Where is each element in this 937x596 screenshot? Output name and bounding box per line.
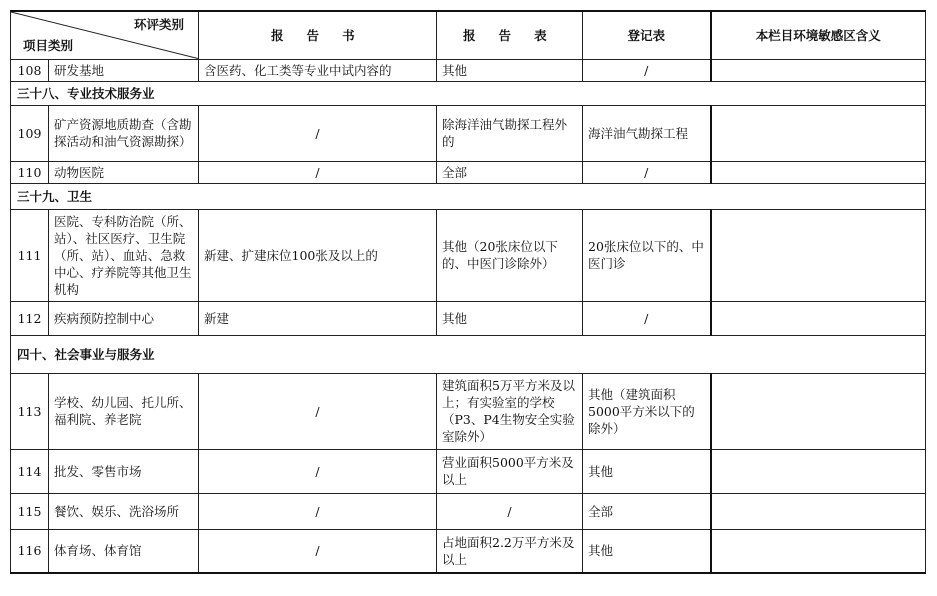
project-name: 餐饮、娱乐、洗浴场所 <box>49 493 199 529</box>
registration-cell: 20张床位以下的、中医门诊 <box>583 209 711 301</box>
registration-cell: 其他 <box>583 529 711 573</box>
table-row <box>11 161 926 183</box>
project-name: 批发、零售市场 <box>49 449 199 493</box>
section-row <box>11 335 926 373</box>
project-name: 疾病预防控制中心 <box>49 301 199 335</box>
report-book-cell: / <box>199 529 437 573</box>
row-number: 116 <box>11 529 49 573</box>
report-book-cell: 含医药、化工类等专业中试内容的 <box>199 59 437 81</box>
project-name: 动物医院 <box>49 161 199 183</box>
sensitive-area-cell <box>711 373 926 449</box>
table-row <box>11 493 926 529</box>
diagonal-header-cell <box>11 11 199 59</box>
table-row <box>11 373 926 449</box>
report-book-cell: / <box>199 161 437 183</box>
header-project-category: 项目类别 <box>23 37 74 53</box>
header-registration-form: 登记表 <box>583 11 711 59</box>
project-name: 矿产资源地质勘查（含勘探活动和油气资源勘探） <box>49 105 199 161</box>
eia-classification-table <box>10 10 926 574</box>
registration-cell: / <box>583 301 711 335</box>
registration-cell: 其他（建筑面积5000平方米以下的除外） <box>583 373 711 449</box>
row-number: 111 <box>11 209 49 301</box>
sensitive-area-cell <box>711 59 926 81</box>
report-form-cell: 营业面积5000平方米及以上 <box>437 449 583 493</box>
sensitive-area-cell <box>711 161 926 183</box>
sensitive-area-cell <box>711 301 926 335</box>
registration-cell: / <box>583 161 711 183</box>
section-title: 三十八、专业技术服务业 <box>11 81 926 105</box>
sensitive-area-cell <box>711 529 926 573</box>
section-title: 四十、社会事业与服务业 <box>11 335 926 373</box>
report-form-cell: / <box>437 493 583 529</box>
header-eia-category: 环评类别 <box>133 17 184 32</box>
row-number: 108 <box>11 59 49 81</box>
report-book-cell: 新建 <box>199 301 437 335</box>
section-title: 三十九、卫生 <box>11 183 926 209</box>
sensitive-area-cell <box>711 449 926 493</box>
registration-cell: 其他 <box>583 449 711 493</box>
report-book-cell: / <box>199 373 437 449</box>
report-book-cell: 新建、扩建床位100张及以上的 <box>199 209 437 301</box>
registration-cell: 海洋油气勘探工程 <box>583 105 711 161</box>
table-row <box>11 105 926 161</box>
header-report-form: 报 告 表 <box>437 11 583 59</box>
row-number: 115 <box>11 493 49 529</box>
report-book-cell: / <box>199 105 437 161</box>
sensitive-area-cell <box>711 209 926 301</box>
section-row <box>11 183 926 209</box>
project-name: 体育场、体育馆 <box>49 529 199 573</box>
table-row <box>11 529 926 573</box>
header-sensitive-area-meaning: 本栏目环境敏感区含义 <box>711 11 926 59</box>
header-report-book: 报 告 书 <box>199 11 437 59</box>
report-form-cell: 其他 <box>437 59 583 81</box>
report-form-cell: 全部 <box>437 161 583 183</box>
row-number: 114 <box>11 449 49 493</box>
table-row <box>11 301 926 335</box>
report-book-cell: / <box>199 493 437 529</box>
report-form-cell: 除海洋油气勘探工程外的 <box>437 105 583 161</box>
table-row <box>11 449 926 493</box>
row-number: 113 <box>11 373 49 449</box>
section-row <box>11 81 926 105</box>
project-name: 学校、幼儿园、托儿所、福利院、养老院 <box>49 373 199 449</box>
row-number: 110 <box>11 161 49 183</box>
registration-cell: 全部 <box>583 493 711 529</box>
report-form-cell: 其他（20张床位以下的、中医门诊除外） <box>437 209 583 301</box>
table-row <box>11 59 926 81</box>
project-name: 医院、专科防治院（所、站）、社区医疗、卫生院（所、站）、血站、急救中心、疗养院等其他卫生机构 <box>49 209 199 301</box>
registration-cell: / <box>583 59 711 81</box>
sensitive-area-cell <box>711 105 926 161</box>
report-form-cell: 其他 <box>437 301 583 335</box>
table-row <box>11 209 926 301</box>
sensitive-area-cell <box>711 493 926 529</box>
report-form-cell: 占地面积2.2万平方米及以上 <box>437 529 583 573</box>
report-form-cell: 建筑面积5万平方米及以上；有实验室的学校（P3、P4生物安全实验室除外） <box>437 373 583 449</box>
row-number: 109 <box>11 105 49 161</box>
report-book-cell: / <box>199 449 437 493</box>
project-name: 研发基地 <box>49 59 199 81</box>
row-number: 112 <box>11 301 49 335</box>
